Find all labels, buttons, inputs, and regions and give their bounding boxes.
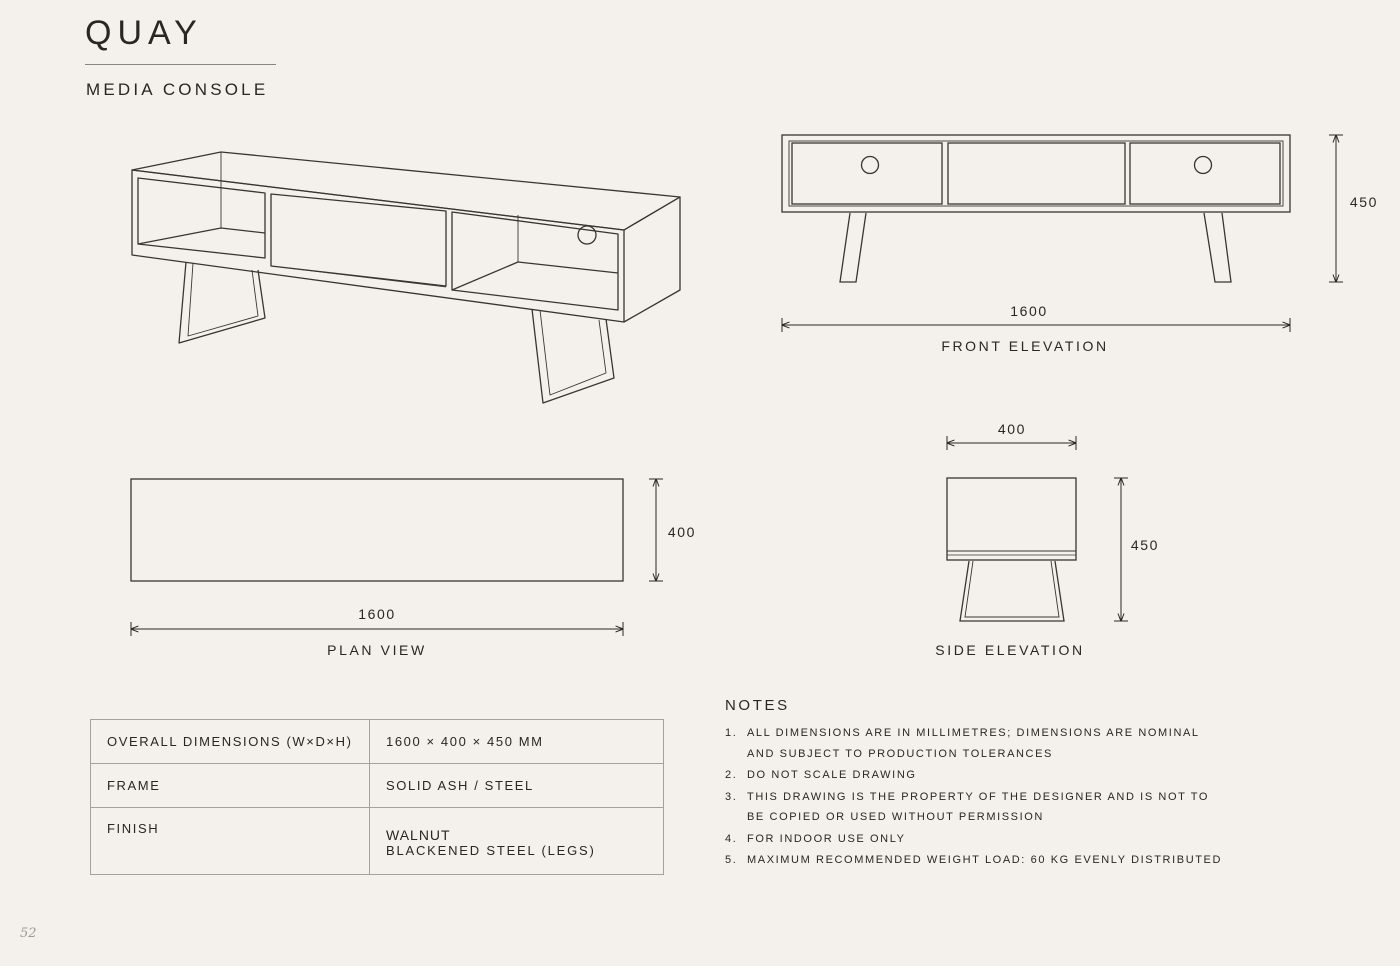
plan-depth-dimension: 400 xyxy=(667,524,697,540)
note-text: DO NOT SCALE DRAWING xyxy=(747,769,917,781)
product-subtitle: MEDIA CONSOLE xyxy=(86,80,269,99)
spec-row-dimensions xyxy=(91,720,664,764)
spec-row-frame xyxy=(91,764,664,808)
note-text: FOR INDOOR USE ONLY xyxy=(747,832,906,845)
spec-label: FRAME xyxy=(91,764,370,808)
front-width-dimension: 1600 xyxy=(1010,303,1048,319)
front-height-dimension: 450 xyxy=(1349,194,1379,210)
note-text: THIS DRAWING IS THE PROPERTY OF THE DESIGNER AND IS NOT TO xyxy=(747,790,1209,803)
note-item xyxy=(725,765,1245,786)
spec-row-finish xyxy=(91,808,664,875)
note-text-continued: AND SUBJECT TO PRODUCTION TOLERANCES xyxy=(747,747,1053,760)
spec-label: FINISH xyxy=(91,808,370,875)
notes-list xyxy=(725,723,1245,872)
front-elevation-drawing xyxy=(782,135,1290,282)
note-number: 2. xyxy=(725,769,738,781)
spec-value xyxy=(370,808,664,875)
side-depth-dimension: 400 xyxy=(997,421,1027,437)
finish-value-line1: WALNUT xyxy=(386,826,451,843)
note-number: 5. xyxy=(725,854,738,866)
note-text: ALL DIMENSIONS ARE IN MILLIMETRES; DIMENSIONS ARE NOMINAL xyxy=(747,727,1200,739)
note-text: MAXIMUM RECOMMENDED WEIGHT LOAD: 60 KG EVENLY DISTRIBUTED xyxy=(747,854,1223,866)
finish-value-line2: BLACKENED STEEL (LEGS) xyxy=(386,842,596,858)
note-item xyxy=(725,787,1245,828)
note-number: 4. xyxy=(725,832,738,845)
page-number: 52 xyxy=(20,926,37,941)
side-height-dimension: 450 xyxy=(1130,537,1160,553)
plan-view-drawing xyxy=(131,479,623,581)
plan-width-dimension: 1600 xyxy=(358,606,396,622)
notes-heading: NOTES xyxy=(725,697,790,714)
spec-value: SOLID ASH / STEEL xyxy=(370,764,664,808)
front-elevation-caption: FRONT ELEVATION xyxy=(941,338,1109,354)
side-elevation-drawing xyxy=(947,478,1076,621)
note-item xyxy=(725,850,1245,871)
plan-view-dimensions xyxy=(131,479,663,636)
spec-label: OVERALL DIMENSIONS (W×D×H) xyxy=(91,720,370,764)
plan-view-caption: PLAN VIEW xyxy=(327,642,427,658)
spec-table xyxy=(90,719,664,875)
spec-value: 1600 × 400 × 450 MM xyxy=(370,720,664,764)
product-title: QUAY xyxy=(85,14,203,52)
side-elevation-caption: SIDE ELEVATION xyxy=(935,642,1085,658)
note-item xyxy=(725,829,1245,850)
note-item xyxy=(725,723,1245,764)
side-elevation-dimensions xyxy=(947,436,1128,621)
front-elevation-dimensions xyxy=(782,135,1343,332)
note-text-continued: BE COPIED OR USED WITHOUT PERMISSION xyxy=(747,811,1044,823)
note-number: 3. xyxy=(725,790,738,803)
isometric-view xyxy=(132,152,680,403)
note-number: 1. xyxy=(725,727,738,739)
